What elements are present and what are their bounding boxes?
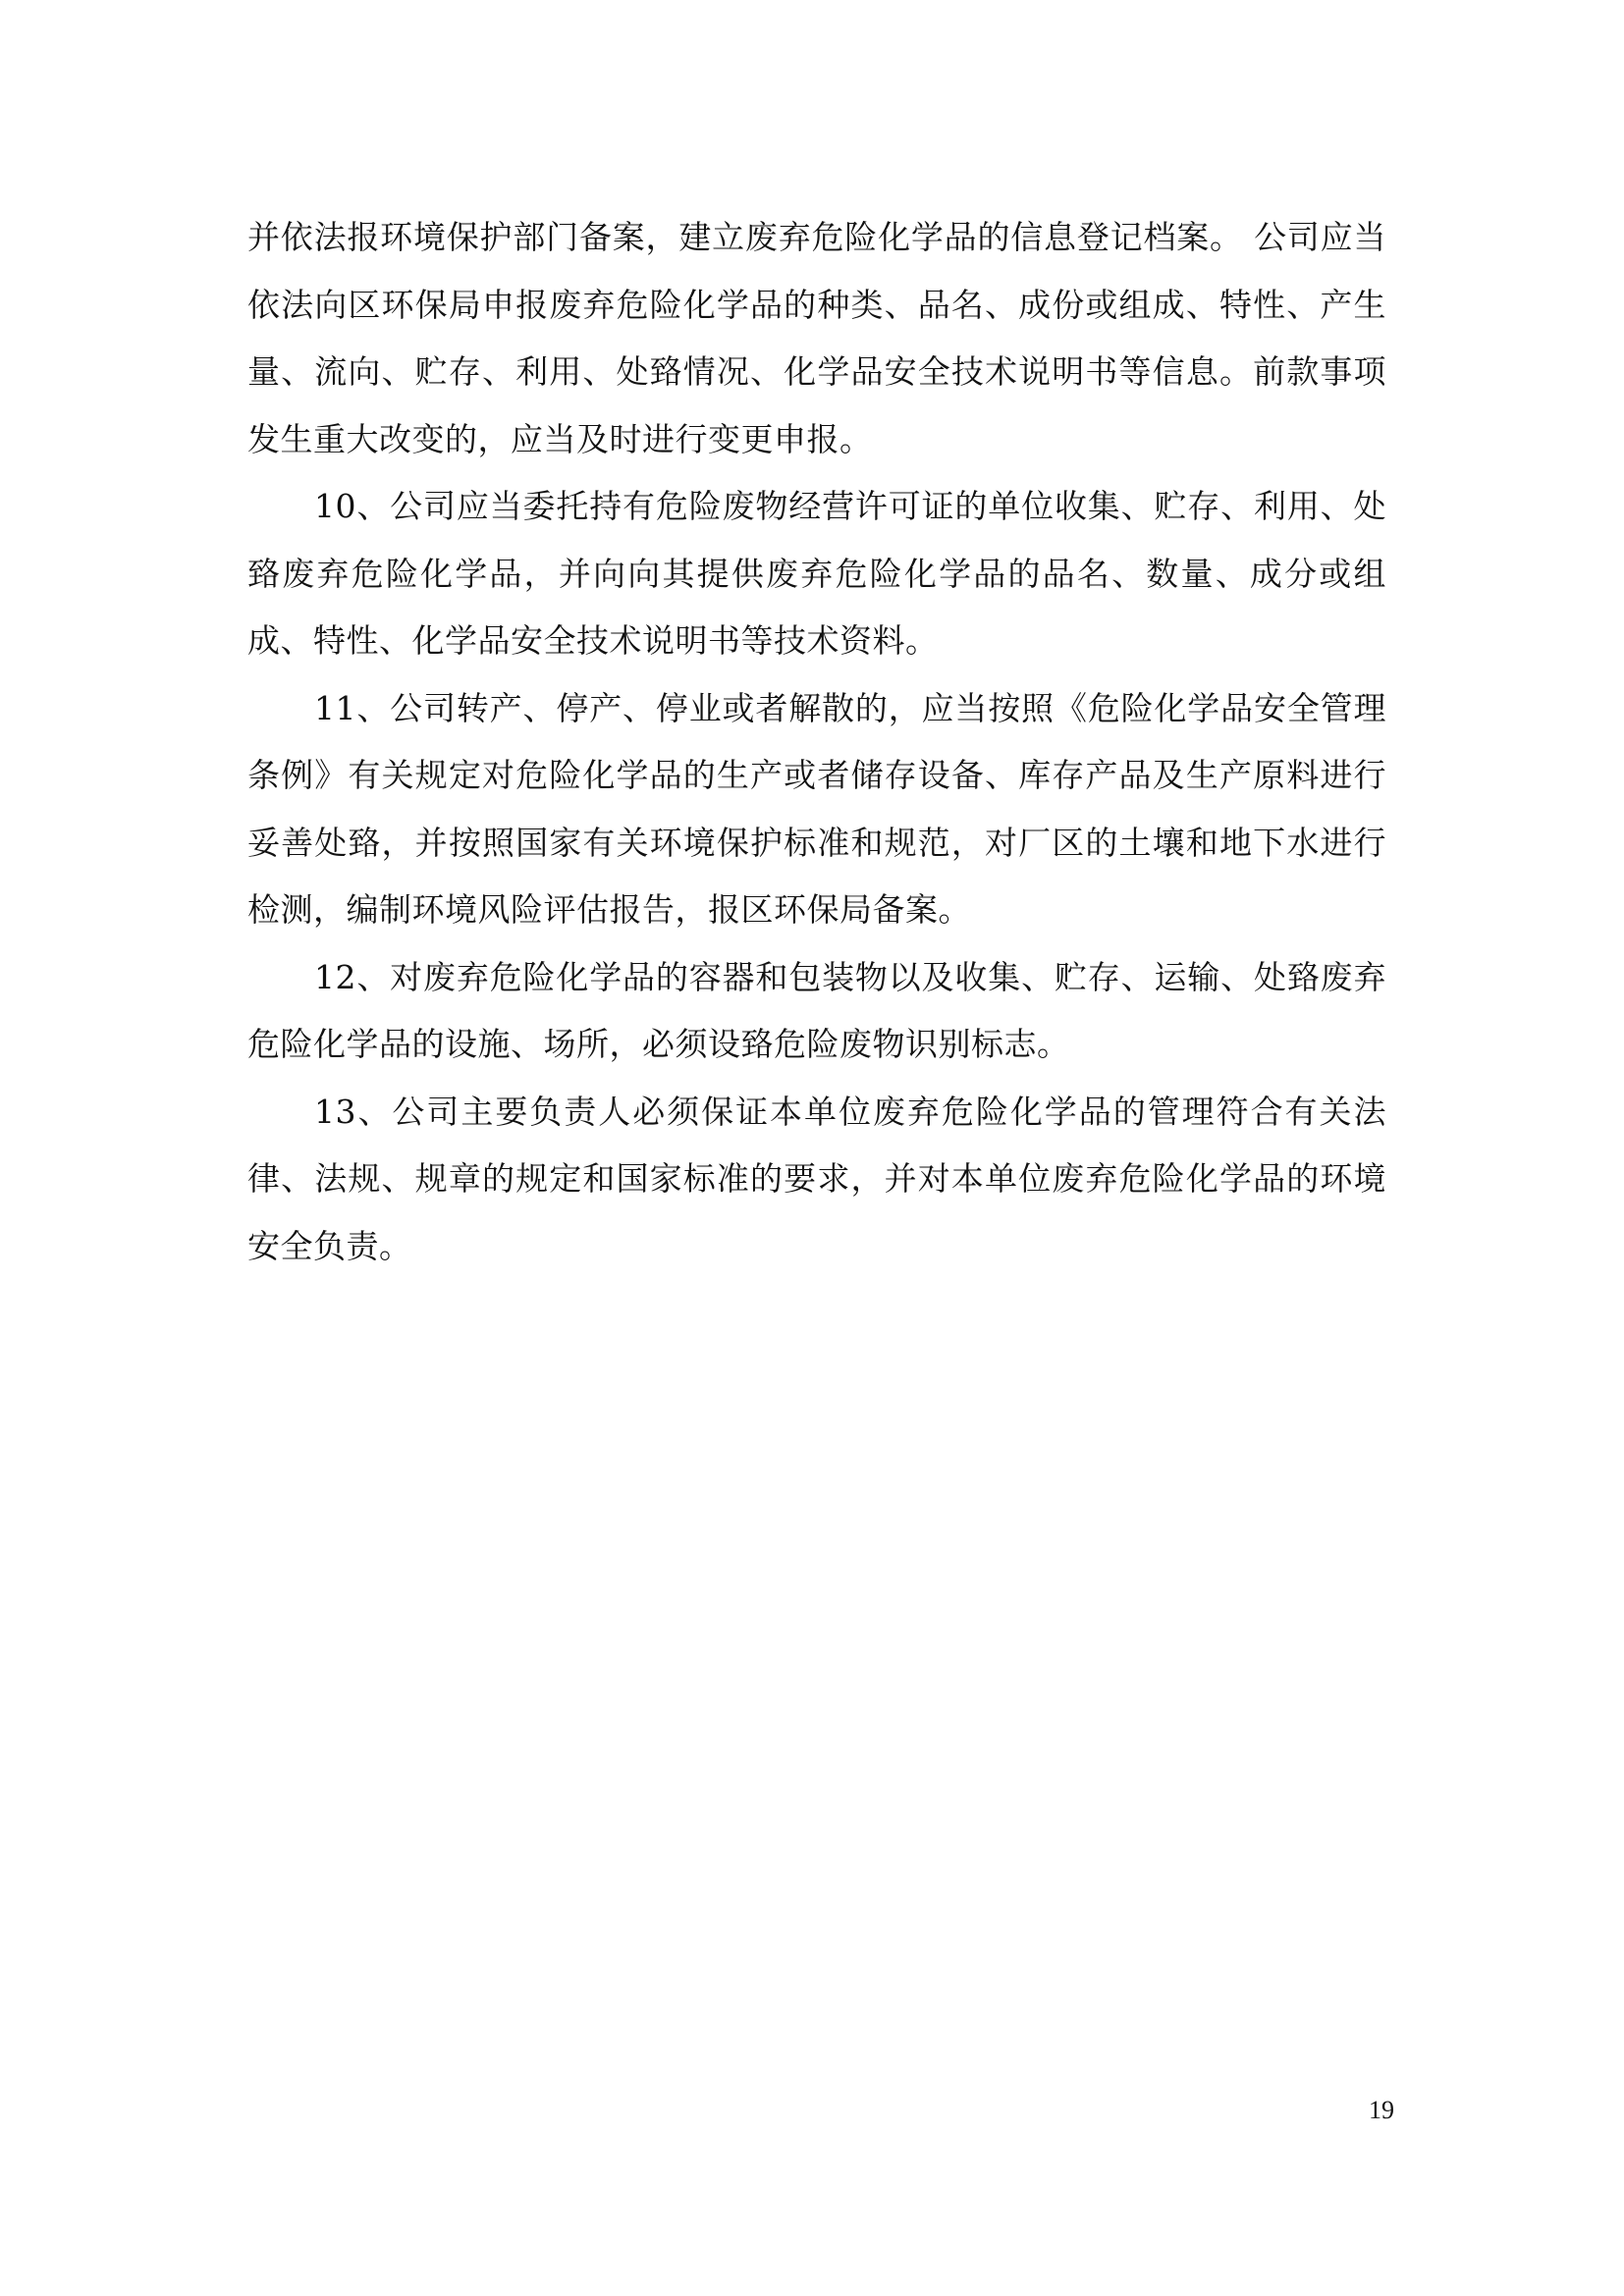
page-number: 19 <box>1369 2096 1394 2124</box>
document-body <box>247 204 1386 1280</box>
paragraph-item-10: 10、公司应当委托持有危险废物经营许可证的单位收集、贮存、利用、处臵废弃危险化学品，并向向其提供废弃危险化学品的品名、数量、成分或组成、特性、化学品安全技术说明书等技术资料。 <box>247 487 1386 660</box>
paragraph-continuation: 并依法报环境保护部门备案，建立废弃危险化学品的信息登记档案。 公司应当依法向区环保局申报废弃危险化学品的种类、品名、成份或组成、特性、产生量、流向、贮存、利用、处臵情况、化学品安全技术说明书等信息。前款事项发生重大改变的，应当及时进行变更申报。 <box>247 218 1386 458</box>
paragraph-item-13: 13、公司主要负责人必须保证本单位废弃危险化学品的管理符合有关法律、法规、规章的规定和国家标准的要求，并对本单位废弃危险化学品的环境安全负责。 <box>247 1092 1386 1265</box>
paragraph-item-12: 12、对废弃危险化学品的容器和包装物以及收集、贮存、运输、处臵废弃危险化学品的设施、场所，必须设臵危险废物识别标志。 <box>247 957 1386 1063</box>
paragraph-item-11: 11、公司转产、停产、停业或者解散的，应当按照《危险化学品安全管理条例》有关规定对危险化学品的生产或者储存设备、库存产品及生产原料进行妥善处臵，并按照国家有关环境保护标准和规范，对厂区的土壤和地下水进行检测，编制环境风险评估报告，报区环保局备案。 <box>247 688 1386 929</box>
